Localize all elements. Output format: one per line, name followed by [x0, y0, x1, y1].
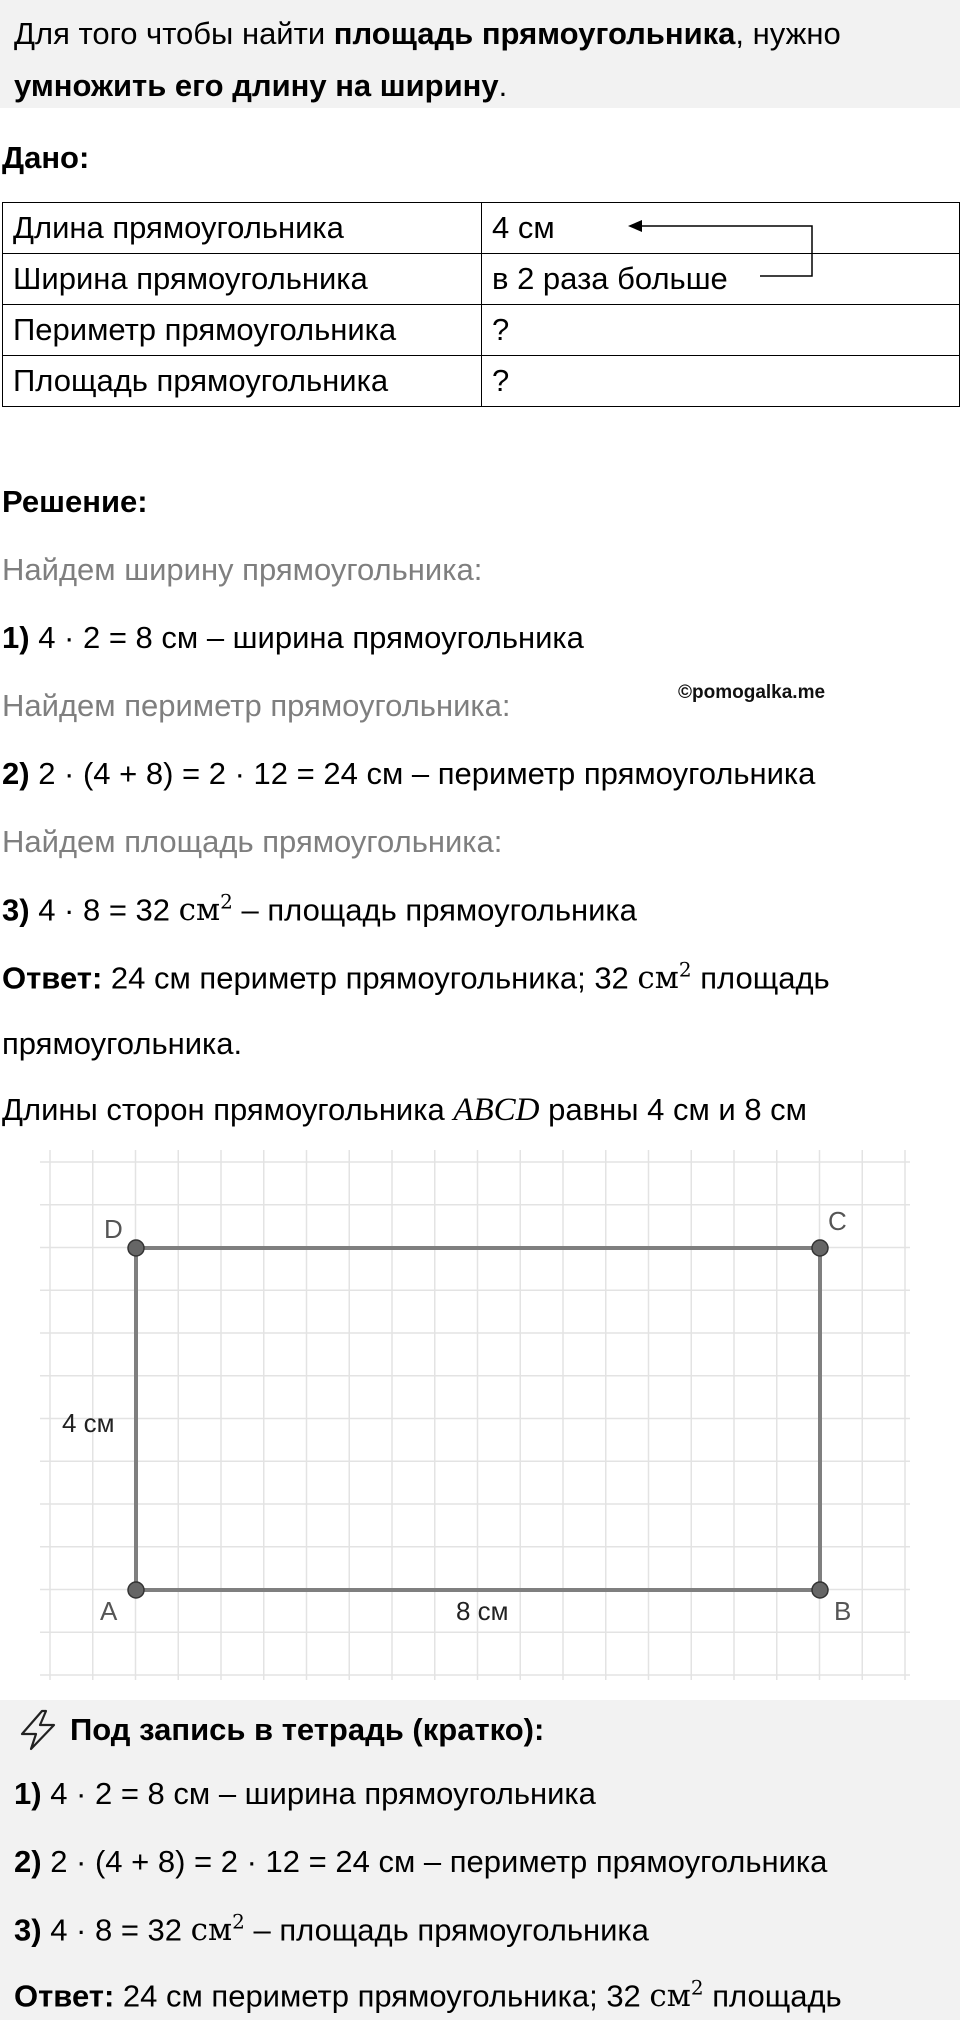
- table-cell-label: Длина прямоугольника: [3, 203, 482, 254]
- step-text: 4 · 2 = 8 см – ширина прямоугольника: [41, 1776, 596, 1811]
- step-2: [2, 756, 815, 792]
- sides-text: Длины сторон прямоугольника: [2, 1092, 454, 1127]
- hint-perimeter: Найдем периметр прямоугольника:: [2, 688, 511, 723]
- table-cell-value: ?: [482, 305, 960, 356]
- step-3: [2, 890, 637, 928]
- step-text-tail: – площадь прямоугольника: [244, 1912, 649, 1948]
- answer-label: Ответ:: [2, 960, 103, 996]
- short-step-3: [14, 1910, 649, 1948]
- side-label-vertical: 4 см: [62, 1408, 115, 1438]
- step-text: 2 · (4 + 8) = 2 · 12 = 24 см – периметр прямоугольника: [41, 1844, 828, 1879]
- table-cell-value: в 2 раза больше: [482, 254, 960, 305]
- rule-box: [0, 0, 960, 108]
- unit-power: 2: [678, 958, 692, 982]
- rule-text-2: , нужно: [735, 16, 841, 51]
- unit-label: см: [190, 1912, 233, 1949]
- label-a: A: [100, 1596, 118, 1626]
- table-cell-label: Периметр прямоугольника: [3, 305, 482, 356]
- rule-bold-1: площадь прямоугольника: [333, 16, 736, 51]
- short-answer: [14, 1976, 842, 2014]
- vertex-a: [128, 1582, 144, 1598]
- watermark: ©pomogalka.me: [678, 682, 826, 703]
- step-number: 2): [14, 1844, 42, 1879]
- hint-area: Найдем площадь прямоугольника:: [2, 824, 503, 859]
- notebook-title: [16, 1708, 544, 1752]
- unit-text: [179, 892, 233, 928]
- answer-text: 24 см периметр прямоугольника; 32: [114, 1978, 650, 2014]
- vertex-c: [812, 1240, 828, 1256]
- unit-label: см: [637, 960, 679, 997]
- sides-text-tail: равны 4 см и 8 см: [539, 1092, 807, 1127]
- rule-text-3: .: [498, 68, 508, 103]
- vertex-d: [128, 1240, 144, 1256]
- step-text: 4 · 8 = 32: [29, 892, 179, 928]
- step-text: 2 · (4 + 8) = 2 · 12 = 24 см – периметр прямоугольника: [29, 756, 816, 791]
- given-heading: Дано:: [2, 140, 90, 175]
- rectangle-diagram: [40, 1150, 920, 1690]
- hint-width: Найдем ширину прямоугольника:: [2, 552, 483, 587]
- step-1: [2, 620, 584, 656]
- table-cell-label: Площадь прямоугольника: [3, 356, 482, 407]
- unit-text: [649, 1978, 703, 2014]
- table-cell-value: 4 см: [482, 203, 960, 254]
- step-number: 1): [14, 1776, 42, 1811]
- label-b: B: [834, 1596, 852, 1626]
- rule-text-1: Для того чтобы найти: [14, 16, 334, 51]
- answer-text-tail: площадь: [703, 1978, 842, 2014]
- unit-text: [637, 960, 691, 996]
- answer: [2, 958, 830, 996]
- step-text: 4 · 8 = 32: [41, 1912, 191, 1948]
- table-row: [3, 305, 960, 356]
- relation-arrow: [620, 214, 820, 284]
- vertex-b: [812, 1582, 828, 1598]
- answer-text-tail: площадь: [691, 960, 830, 996]
- short-step-1: [14, 1776, 596, 1812]
- answer-text: 24 см периметр прямоугольника; 32: [102, 960, 638, 996]
- step-text: 4 · 2 = 8 см – ширина прямоугольника: [29, 620, 584, 655]
- sides-statement: [2, 1092, 807, 1129]
- lightning-icon: [16, 1708, 60, 1752]
- table-row: [3, 356, 960, 407]
- unit-label: см: [178, 892, 221, 929]
- table-cell-value: ?: [482, 356, 960, 407]
- notebook-title-text: Под запись в тетрадь (кратко):: [70, 1712, 545, 1747]
- unit-power: 2: [690, 1976, 704, 2000]
- unit-text: [191, 1912, 245, 1948]
- solution-heading: Решение:: [2, 484, 148, 519]
- rule-bold-2: умножить его длину на ширину: [14, 68, 499, 103]
- unit-power: 2: [232, 1910, 245, 1934]
- step-number: 2): [2, 756, 30, 791]
- step-text-tail: – площадь прямоугольника: [232, 892, 637, 928]
- step-number: 3): [14, 1912, 42, 1948]
- step-number: 1): [2, 620, 30, 655]
- label-d: D: [104, 1214, 123, 1244]
- answer-continued: прямоугольника.: [2, 1026, 243, 1061]
- answer-label: Ответ:: [14, 1978, 115, 2014]
- short-step-2: [14, 1844, 827, 1880]
- step-number: 3): [2, 892, 30, 928]
- side-label-horizontal: 8 см: [456, 1596, 509, 1626]
- table-cell-label: Ширина прямоугольника: [3, 254, 482, 305]
- unit-power: 2: [220, 890, 233, 914]
- rectangle-name: ABCD: [453, 1092, 540, 1128]
- unit-label: см: [649, 1978, 691, 2015]
- label-c: C: [828, 1206, 847, 1236]
